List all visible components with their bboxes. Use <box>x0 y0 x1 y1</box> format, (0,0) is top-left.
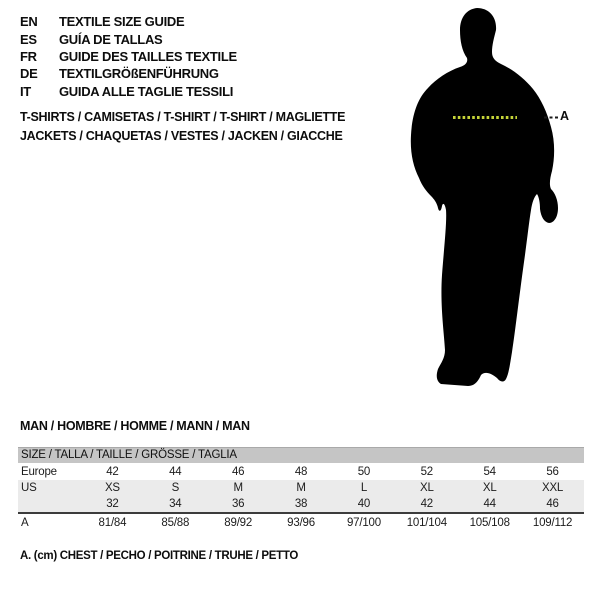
cell: 52 <box>420 465 434 478</box>
cell: 42 <box>420 498 434 510</box>
size-table <box>18 447 584 532</box>
cell: XXL <box>541 482 564 494</box>
cell: 40 <box>357 498 371 510</box>
lang-code: DE <box>20 66 38 82</box>
lang-code: IT <box>20 83 31 99</box>
cell: 93/96 <box>287 517 315 529</box>
lang-code: EN <box>20 14 38 30</box>
lang-label: TEXTILE SIZE GUIDE <box>59 14 185 30</box>
cell: 81/84 <box>98 517 127 529</box>
lang-code: FR <box>20 48 37 64</box>
lang-label: GUIDE DES TAILLES TEXTILE <box>59 48 237 64</box>
cell: 44 <box>483 498 496 510</box>
cell: L <box>360 482 368 494</box>
section-title-man: MAN / HOMBRE / HOMME / MANN / MAN <box>20 419 250 433</box>
lang-code: ES <box>20 31 37 47</box>
cell: 109/112 <box>532 517 573 529</box>
cell: 50 <box>357 465 371 478</box>
cell: 32 <box>106 498 119 510</box>
cell: 101/104 <box>406 517 447 529</box>
cell: 85/88 <box>161 517 190 529</box>
cell: 46 <box>231 465 245 478</box>
table-row-europe <box>18 463 584 480</box>
table-row-us <box>18 480 584 496</box>
size-table-header: SIZE / TALLA / TAILLE / GRÖSSE / TAGLIA <box>18 447 584 463</box>
lang-label: GUÍA DE TALLAS <box>59 31 163 47</box>
cell: XL <box>482 482 497 494</box>
row-label: Europe <box>21 465 57 478</box>
cell: 38 <box>294 498 308 510</box>
category-line-jackets: JACKETS / CHAQUETAS / VESTES / JACKEN / GIACCHE <box>20 128 343 143</box>
cell: 44 <box>169 465 182 478</box>
row-label: US <box>21 482 37 494</box>
cell: 56 <box>546 465 559 478</box>
lang-label: TEXTILGRÖßENFÜHRUNG <box>59 66 219 82</box>
cell: 36 <box>231 498 245 510</box>
cell: S <box>171 482 180 494</box>
category-line-tshirts: T-SHIRTS / CAMISETAS / T-SHIRT / T-SHIRT / MAGLIETTE <box>20 110 346 124</box>
cell: M <box>296 482 306 494</box>
cell: M <box>233 482 243 494</box>
cell: 48 <box>294 465 308 478</box>
measure-label-a: A <box>560 109 570 123</box>
row-label: A <box>21 517 29 529</box>
cell: 34 <box>169 498 182 510</box>
cell: 46 <box>546 498 559 510</box>
table-row-chest-a <box>18 512 584 532</box>
cell: 54 <box>483 465 496 478</box>
footnote-chest: A. (cm) CHEST / PECHO / POITRINE / TRUHE / PETTO <box>20 550 299 562</box>
cell: XL <box>419 482 434 494</box>
cell: 105/108 <box>469 517 510 529</box>
cell: 89/92 <box>224 517 253 529</box>
cell: 97/100 <box>346 517 381 529</box>
man-silhouette <box>411 8 558 386</box>
table-row-numeric <box>18 496 584 512</box>
cell: XS <box>104 482 120 494</box>
cell: 42 <box>106 465 119 478</box>
lang-label: GUIDA ALLE TAGLIE TESSILI <box>59 83 234 99</box>
